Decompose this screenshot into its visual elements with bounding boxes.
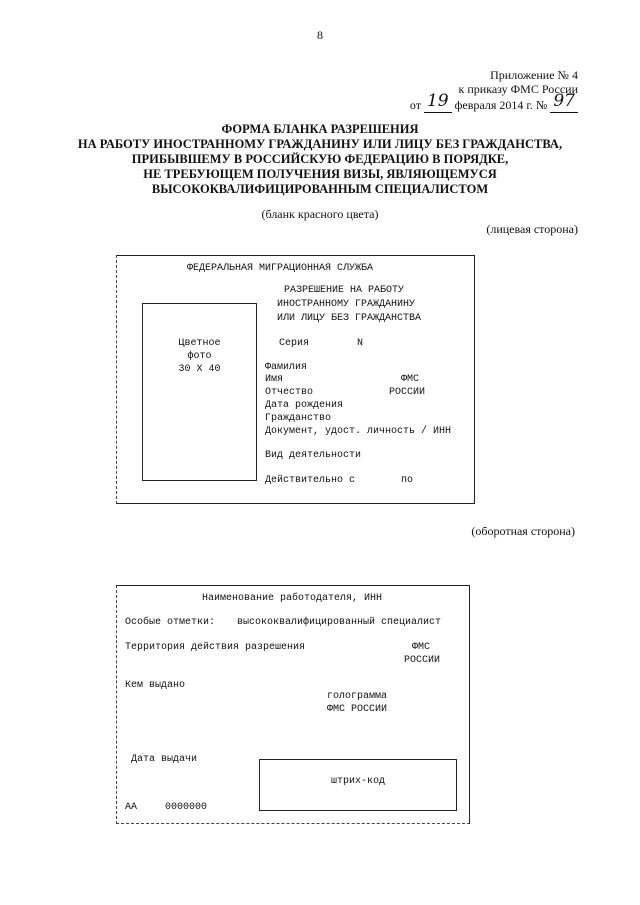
series-label: Серия: [279, 338, 310, 349]
appendix-line-3: [409, 91, 578, 113]
valid-from-field-label: Действительно с: [265, 475, 356, 486]
front-side-label: (лицевая сторона): [486, 222, 578, 236]
stamp-text: РОССИИ: [389, 387, 426, 398]
valid-to-field-label: по: [401, 475, 414, 486]
form-series: АА: [125, 802, 138, 813]
appendix-line-2: к приказу ФМС России: [458, 82, 578, 96]
territory-field-label: Территория действия разрешения: [125, 642, 306, 653]
title-line: НЕ ТРЕБУЮЩЕМ ПОЛУЧЕНИЯ ВИЗЫ, ЯВЛЯЮЩЕМУСЯ: [143, 167, 497, 181]
issued-by-field-label: Кем выдано: [125, 680, 186, 691]
activity-field-label: Вид деятельности: [265, 450, 362, 461]
name-field-label: Имя: [265, 374, 284, 385]
hologram-label: ФМС РОССИИ: [327, 704, 388, 715]
stamp-text: ФМС: [401, 374, 420, 385]
barcode-placeholder: [259, 759, 457, 811]
page-number: 8: [317, 28, 323, 42]
photo-placeholder: [142, 303, 257, 481]
photo-size: 30 Х 40: [178, 364, 221, 375]
id-document-field-label: Документ, удост. личность / ИНН: [265, 426, 452, 437]
appendix-date-prefix: от: [409, 98, 421, 112]
permit-title-line: ИЛИ ЛИЦУ БЕЗ ГРАЖДАНСТВА: [277, 313, 422, 324]
employer-field-label: Наименование работодателя, ИНН: [202, 593, 383, 604]
agency-name: ФЕДЕРАЛЬНАЯ МИГРАЦИОННАЯ СЛУЖБА: [187, 263, 374, 274]
birth-date-field-label: Дата рождения: [265, 400, 344, 411]
surname-field-label: Фамилия: [265, 362, 308, 373]
hologram-label: голограмма: [327, 691, 388, 702]
back-side-label: (оборотная сторона): [471, 524, 575, 538]
permit-title-line: РАЗРЕШЕНИЕ НА РАБОТУ: [284, 285, 405, 296]
patronymic-field-label: Отчество: [265, 387, 314, 398]
appendix-day-handwritten: 19: [426, 91, 449, 111]
color-note: (бланк красного цвета): [261, 207, 379, 221]
issue-date-field-label: Дата выдачи: [131, 754, 198, 765]
title-line: ВЫСОКОКВАЛИФИЦИРОВАННЫМ СПЕЦИАЛИСТОМ: [151, 182, 489, 196]
appendix-line-1: Приложение № 4: [490, 68, 578, 82]
number-label: N: [357, 338, 364, 349]
special-marks-label: Особые отметки:: [125, 617, 216, 628]
stamp-text: ФМС: [412, 642, 431, 653]
title-line: НА РАБОТУ ИНОСТРАННОМУ ГРАЖДАНИНУ ИЛИ ЛИЦУ БЕЗ ГРАЖДАНСТВА,: [77, 137, 563, 151]
back-side-form: [116, 585, 470, 824]
appendix-month-year: февраля 2014 г. №: [454, 98, 548, 112]
title-line: ФОРМА БЛАНКА РАЗРЕШЕНИЯ: [221, 122, 419, 136]
appendix-order-number-handwritten: 97: [553, 91, 575, 111]
photo-label: Цветное: [178, 338, 221, 349]
photo-label: фото: [187, 351, 212, 362]
form-number: 0000000: [165, 802, 208, 813]
citizenship-field-label: Гражданство: [265, 413, 332, 424]
special-marks-value: высококвалифицированный специалист: [237, 617, 442, 628]
document-title: [60, 122, 580, 197]
barcode-label: штрих-код: [330, 776, 385, 787]
permit-title-line: ИНОСТРАННОМУ ГРАЖДАНИНУ: [277, 299, 416, 310]
front-side-form: [116, 255, 475, 504]
stamp-text: РОССИИ: [404, 655, 441, 666]
title-line: ПРИБЫВШЕМУ В РОССИЙСКУЮ ФЕДЕРАЦИЮ В ПОРЯДКЕ,: [131, 152, 509, 166]
